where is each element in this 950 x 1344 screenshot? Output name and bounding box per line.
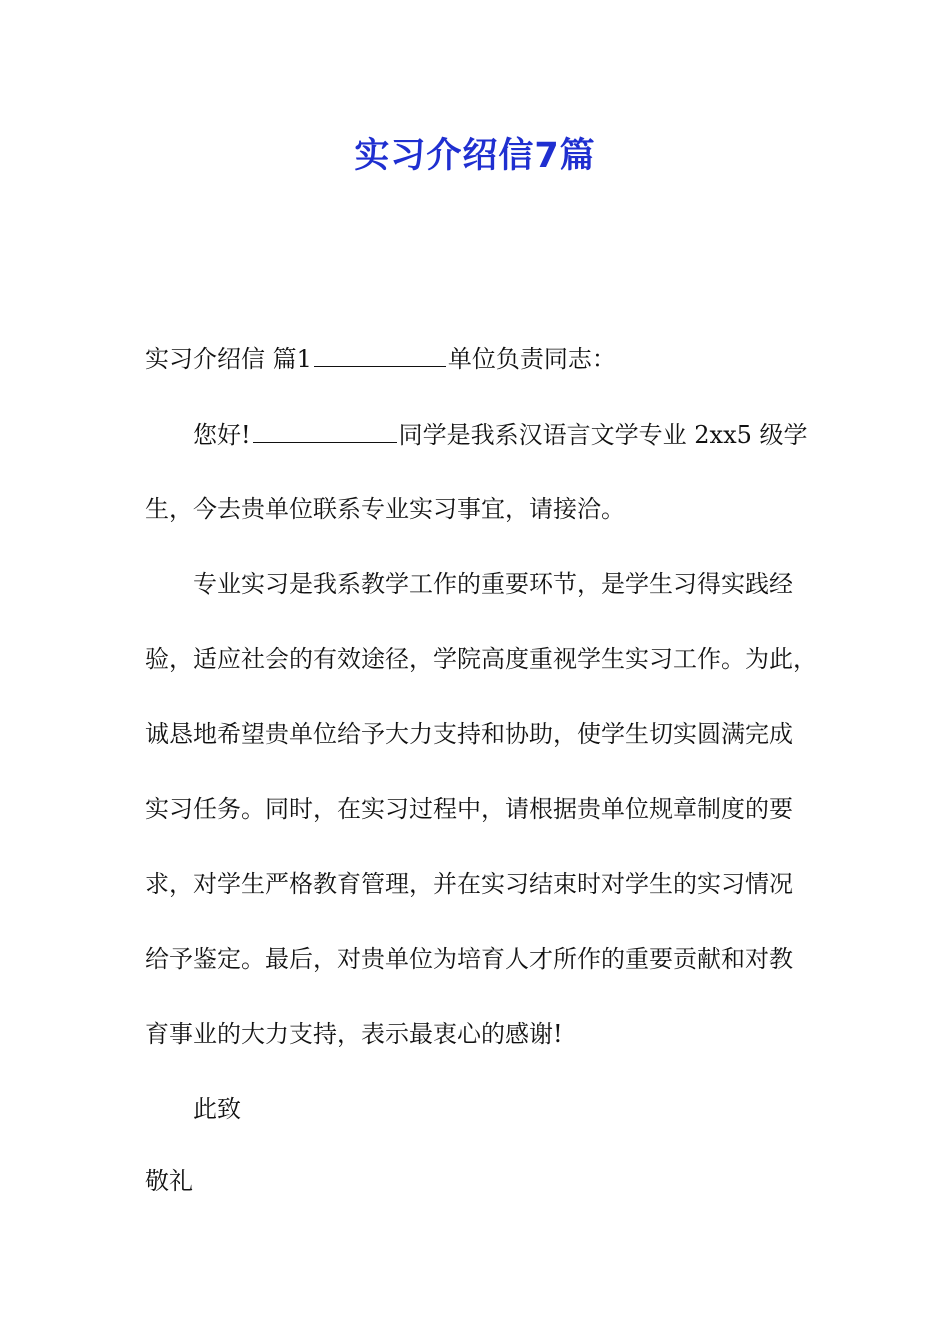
paragraph1-line2: 生，今去贵单位联系专业实习事宜，请接洽。 [145, 495, 625, 523]
greeting-text: 您好! [193, 421, 251, 449]
paragraph2-line6: 给予鉴定。最后，对贵单位为培育人才所作的重要贡献和对教 [145, 945, 793, 973]
student-name-blank [253, 420, 397, 443]
letter-heading [145, 344, 616, 374]
closing-regards: 敬礼 [145, 1167, 193, 1195]
paragraph2-line5: 求，对学生严格教育管理，并在实习结束时对学生的实习情况 [145, 870, 793, 898]
heading-prefix: 实习介绍信 篇1 [145, 345, 312, 373]
greeting-line [193, 420, 808, 450]
document-title: 实习介绍信7篇 [354, 136, 596, 176]
paragraph2-line4: 实习任务。同时，在实习过程中，请根据贵单位规章制度的要 [145, 795, 793, 823]
unit-name-blank [314, 344, 446, 367]
closing-salutation: 此致 [193, 1095, 241, 1123]
paragraph2-line1: 专业实习是我系教学工作的重要环节，是学生习得实践经 [193, 570, 793, 598]
greeting-rest: 同学是我系汉语言文学专业 2xx5 级学 [398, 421, 808, 449]
paragraph2-line7: 育事业的大力支持，表示最衷心的感谢! [145, 1020, 563, 1048]
heading-suffix: 单位负责同志： [447, 345, 616, 373]
paragraph2-line2: 验，适应社会的有效途径，学院高度重视学生实习工作。为此， [145, 645, 817, 673]
paragraph2-line3: 诚恳地希望贵单位给予大力支持和协助，使学生切实圆满完成 [145, 720, 793, 748]
